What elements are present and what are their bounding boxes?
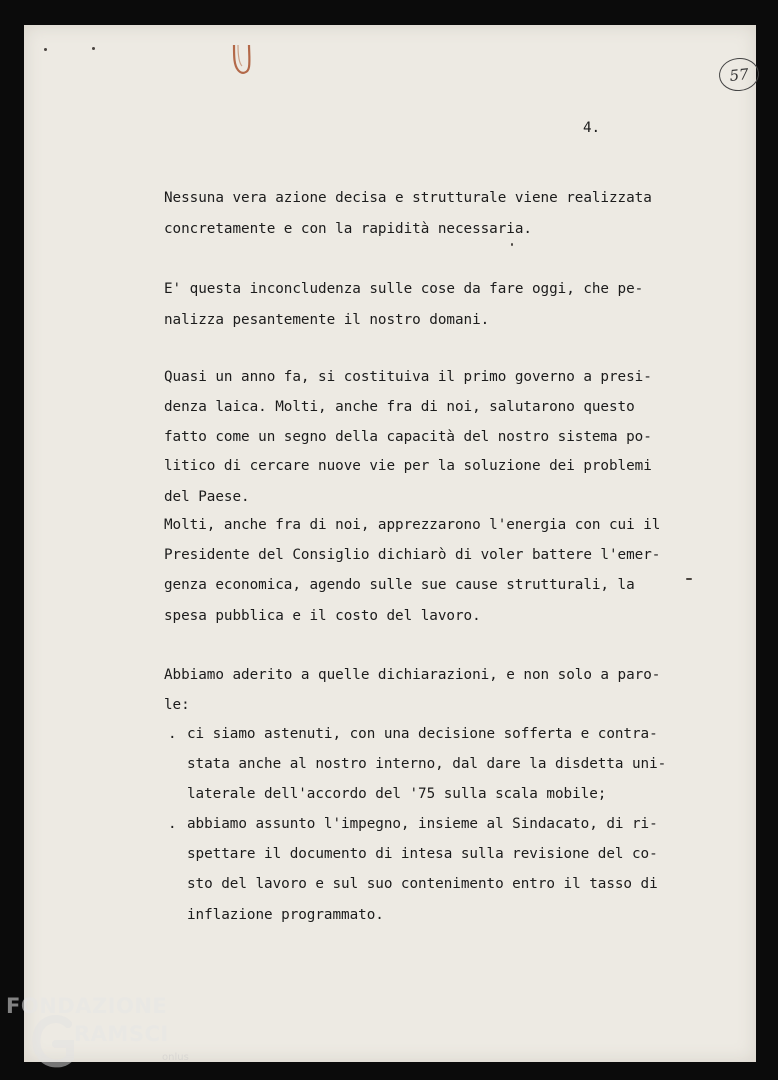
bullet-line: stata anche al nostro interno, dal dare la disdetta uni- [187,756,667,772]
bullet-marker: . [168,816,177,832]
text-line: concretamente e con la rapidità necessaria. [164,221,532,237]
text-line: Abbiamo aderito a quelle dichiarazioni, e non solo a paro- [164,667,661,683]
watermark-line1: FONDAZIONE [6,994,168,1018]
paperclip-rust-stain [230,45,258,77]
ink-speck [511,243,513,246]
text-line: del Paese. [164,489,250,505]
text-line: litico di cercare nuove vie per la soluzione dei problemi [164,458,652,474]
page-number: 4. [583,120,601,136]
bullet-line: ci siamo astenuti, con una decisione sofferta e contra- [187,726,658,742]
text-line: fatto come un segno della capacità del nostro sistema po- [164,429,652,445]
fondazione-gramsci-watermark [6,994,196,1074]
bullet-marker: . [168,726,177,742]
bullet-line: abbiamo assunto l'impegno, insieme al Sindacato, di ri- [187,816,658,832]
paper-sheet [24,25,756,1062]
bullet-line: sto del lavoro e sul suo contenimento entro il tasso di [187,876,658,892]
bullet-line: laterale dell'accordo del '75 sulla scala mobile; [187,786,607,802]
punch-dot [92,47,95,50]
text-line: le: [164,697,190,713]
text-line: denza laica. Molti, anche fra di noi, salutarono questo [164,399,635,415]
text-line: Molti, anche fra di noi, apprezzarono l'energia con cui il [164,517,661,533]
punch-dot [44,48,47,51]
ink-speck [686,578,692,580]
watermark-tag: onlus [162,1052,189,1063]
bullet-line: inflazione programmato. [187,907,384,923]
watermark-line2: RAMSCI [74,1022,169,1046]
text-line: nalizza pesantemente il nostro domani. [164,312,490,328]
text-line: Presidente del Consiglio dichiarò di voler battere l'emer- [164,547,661,563]
watermark-g-logo-icon [32,1014,76,1070]
bullet-line: spettare il documento di intesa sulla revisione del co- [187,846,658,862]
text-line: Quasi un anno fa, si costituiva il primo governo a presi- [164,369,652,385]
text-line: spesa pubblica e il costo del lavoro. [164,608,481,624]
text-line: genza economica, agendo sulle sue cause strutturali, la [164,577,635,593]
archive-page-stamp [717,56,760,93]
archive-page-stamp-text: 57 [728,64,750,85]
text-line: Nessuna vera azione decisa e strutturale viene realizzata [164,190,652,206]
text-line: E' questa inconcludenza sulle cose da fare oggi, che pe- [164,281,644,297]
